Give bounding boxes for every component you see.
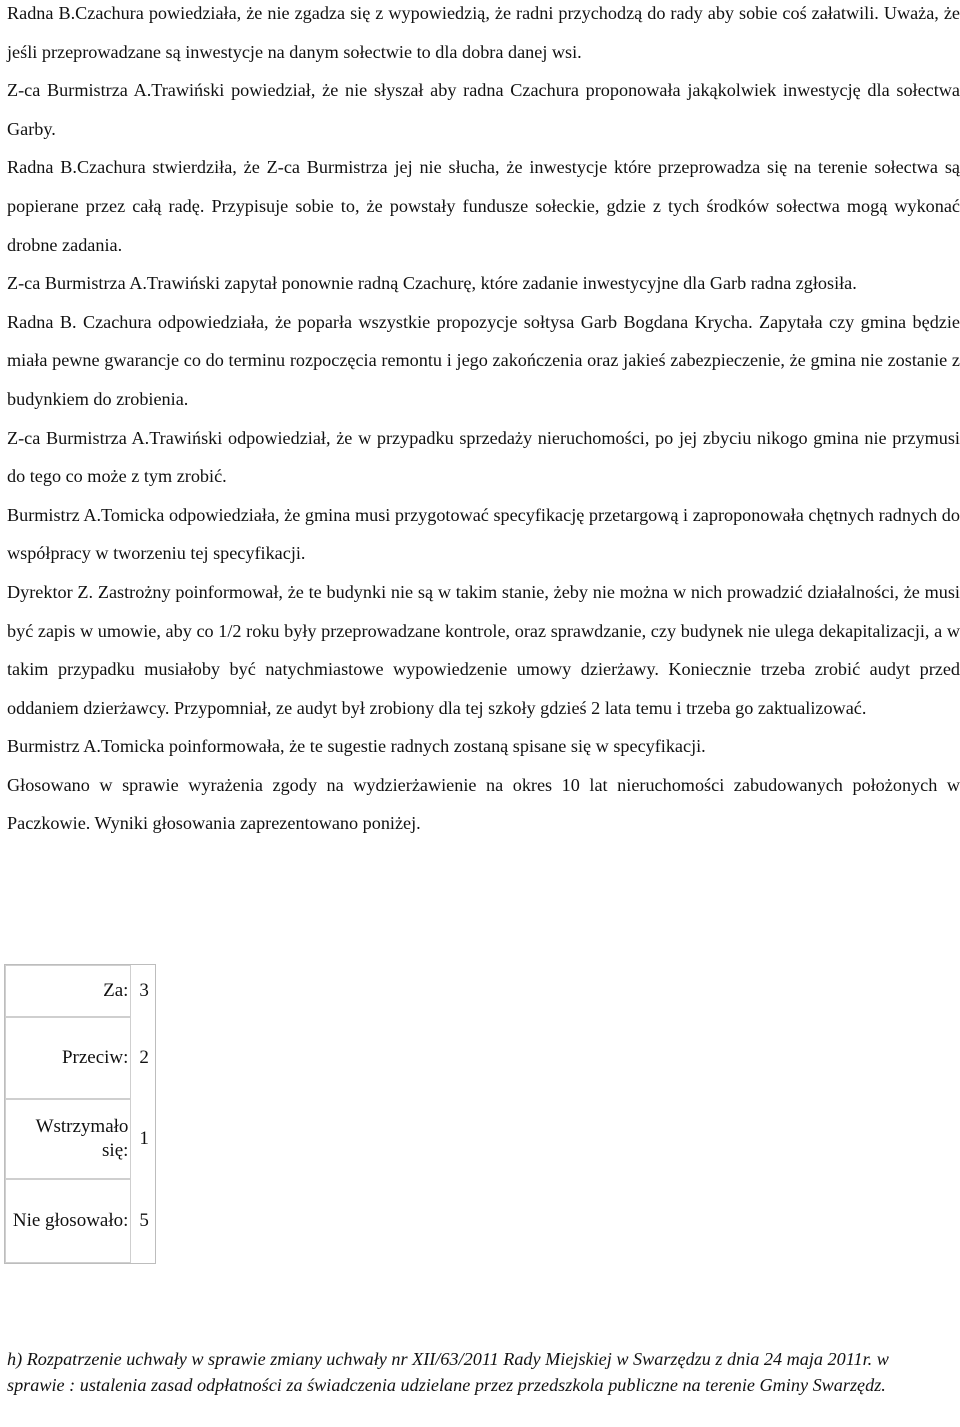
paragraph-trawinski-2: Z-ca Burmistrza A.Trawiński zapytał ponownie radną Czachurę, które zadanie inwestycyjne dla Garb radna zgłosiła. [7, 273, 857, 294]
vote-label-za: Za: [5, 965, 131, 1017]
vote-value-nie-glosowalo: 5 [139, 1210, 149, 1231]
vote-value-przeciw: 2 [139, 1047, 149, 1068]
paragraph-czachura-2: Radna B.Czachura stwierdziła, że Z-ca Burmistrza jej nie słucha, że inwestycje które przeprowadza się na terenie sołectwa są popierane przez całą radę. Przypisuje sobie to, że powstały fundusze sołeckie, gdzie z tych środków sołectwa mogą wykonać drobne zadania. [7, 157, 960, 255]
paragraph-tomicka-1: Burmistrz A.Tomicka odpowiedziała, że gmina musi przygotować specyfikację przetargową i zaproponowała chętnych radnych do współpracy w tworzeniu tej specyfikacji. [7, 504, 960, 564]
vote-row-nie-glosowalo [5, 1179, 155, 1263]
section-heading-h: h) Rozpatrzenie uchwały w sprawie zmiany uchwały nr XII/63/2011 Rady Miejskiej w Swarzędzu z dnia 24 maja 2011r. w sprawie : ustalenia zasad odpłatności za świadczenia udzielane przez przedszkola publiczne na terenie Gminy Swarzędz. [7, 1349, 889, 1395]
paragraph-zastrozny: Dyrektor Z. Zastrożny poinformował, że te budynki nie są w takim stanie, żeby nie można w nich prowadzić działalności, że musi być zapis w umowie, aby co 1/2 roku były przeprowadzane kontrole, oraz sprawdzanie, czy budynek nie ulega dekapitalizacji, a w takim przypadku musiałoby być natychmiastowe wypowiedzenie umowy dzierżawy. Koniecznie trzeba zrobić audyt przed oddaniem dzierżawcy. Przypomniał, ze audyt był zrobiony dla tej szkoły gdzieś 2 lata temu i trzeba go zaktualizować. [7, 581, 960, 718]
paragraph-voting-intro: Głosowano w sprawie wyrażenia zgody na wydzierżawienie na okres 10 lat nieruchomości zabudowanych położonych w Paczkowie. Wyniki głosowania zaprezentowano poniżej. [7, 774, 960, 834]
vote-label-wstrzymalo: Wstrzymało się: [5, 1099, 131, 1179]
vote-row-za [5, 965, 155, 1017]
vote-label-nie-glosowalo: Nie głosowało: [5, 1179, 131, 1263]
paragraph-czachura-3: Radna B. Czachura odpowiedziała, że poparła wszystkie propozycje sołtysa Garb Bogdana Krycha. Zapytała czy gmina będzie miała pewne gwarancje co do terminu rozpoczęcia remontu i jego zakończenia oraz jakieś zabezpieczenie, że gmina nie zostanie z budynkiem do zrobienia. [7, 311, 960, 409]
vote-results-table [4, 964, 156, 1264]
vote-value-za: 3 [139, 980, 149, 1001]
vote-value-wstrzymalo: 1 [139, 1128, 149, 1149]
paragraph-trawinski-1: Z-ca Burmistrza A.Trawiński powiedział, że nie słyszał aby radna Czachura proponowała jakąkolwiek inwestycję dla sołectwa Garby. [7, 80, 960, 139]
document-body [7, 0, 960, 843]
paragraph-trawinski-3: Z-ca Burmistrza A.Trawiński odpowiedział, że w przypadku sprzedaży nieruchomości, po jej zbyciu nikogo gmina nie przymusi do tego co może z tym zrobić. [7, 427, 960, 487]
vote-row-wstrzymalo [5, 1099, 155, 1179]
vote-label-przeciw: Przeciw: [5, 1017, 131, 1099]
vote-row-przeciw [5, 1017, 155, 1099]
paragraph-czachura-1: Radna B.Czachura powiedziała, że nie zgadza się z wypowiedzią, że radni przychodzą do rady aby sobie coś załatwili. Uważa, że jeśli przeprowadzane są inwestycje na danym sołectwie to dla dobra danej wsi. [7, 3, 960, 62]
paragraph-tomicka-2: Burmistrz A.Tomicka poinformowała, że te sugestie radnych zostaną spisane się w specyfikacji. [7, 736, 706, 757]
